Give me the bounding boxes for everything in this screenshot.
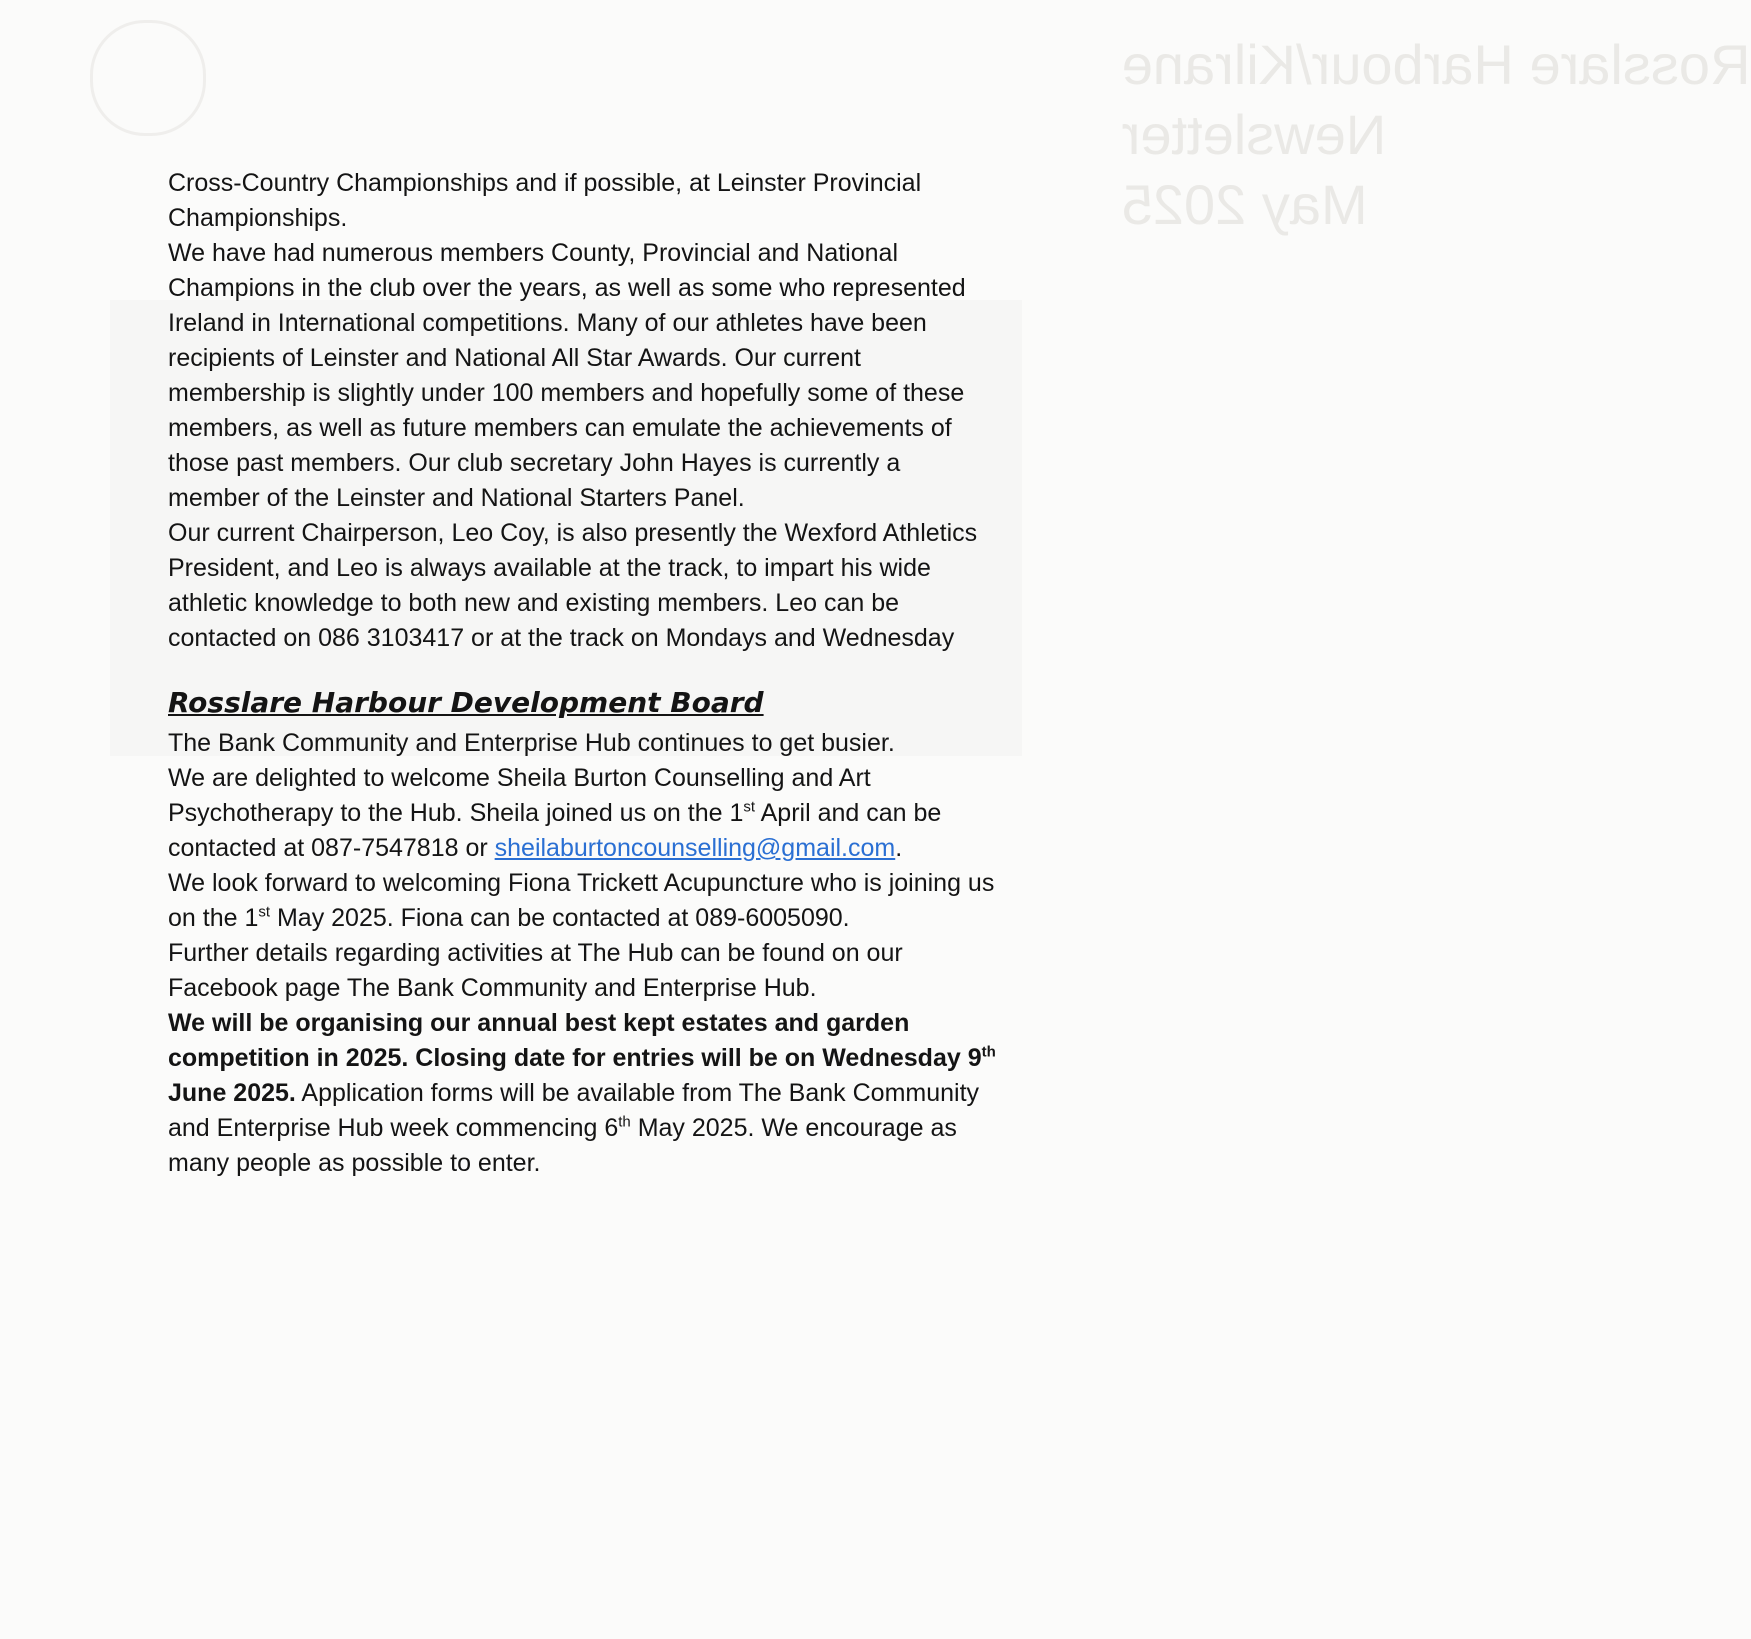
ordinal-suffix: th <box>618 1113 631 1131</box>
ordinal-suffix: st <box>258 903 271 921</box>
club-paragraph-champions: We have had numerous members County, Provincial and National Champions in the club over the years, as well as some who represented Ireland in International competitions. Many of our athletes have been recipients of Leinster and National All Star Awards. Our current membership is slightly under 100 members and hopefully some of these members, as well as future members can emulate the achievements of those past members. Our club secretary John Hayes is currently a member of the Leinster and National Starters Panel. <box>168 239 966 512</box>
competition-bold-1: We will be organising our annual best kept estates and garden competition in 2025. Closing date for entries will be on Wednesday 9 <box>168 1009 982 1072</box>
competition-paragraph <box>168 1006 998 1181</box>
bleed-through-line: May 2025 <box>1122 173 1368 236</box>
section-spacer <box>168 656 998 684</box>
bleed-through-line: Newsletter <box>1122 103 1387 166</box>
sheila-burton-paragraph <box>168 761 998 866</box>
ordinal-suffix: st <box>743 798 756 816</box>
club-paragraph-cross-country: Cross-Country Championships and if possible, at Leinster Provincial Championships. <box>168 169 922 232</box>
competition-bold-2: June 2025. <box>168 1079 296 1107</box>
athletic-club-section <box>168 166 998 656</box>
hub-intro-paragraph: The Bank Community and Enterprise Hub continues to get busier. <box>168 729 895 757</box>
fiona-text-1: We look forward to welcoming Fiona Trickett Acupuncture who is joining us on the 1 <box>168 869 995 932</box>
sheila-text-1: We are delighted to welcome Sheila Burton Counselling and Art Psychotherapy to the Hub. Sheila joined us on the 1 <box>168 764 871 827</box>
bleed-through-logo <box>90 20 206 136</box>
facebook-paragraph: Further details regarding activities at The Hub can be found on our Facebook page The Bank Community and Enterprise Hub. <box>168 939 903 1002</box>
email-link[interactable]: sheilaburtoncounselling@gmail.com <box>494 834 896 862</box>
competition-text-2: May 2025. We encourage as many people as possible to enter. <box>168 1114 957 1177</box>
newsletter-page <box>168 166 998 1181</box>
bleed-through-line: Rosslare Harbour/Kilrane <box>1122 33 1751 96</box>
sheila-text-2: April and can be contacted at 087-7547818 or <box>168 799 942 862</box>
sheila-text-3: . <box>895 834 903 862</box>
competition-text-1: Application forms will be available from The Bank Community and Enterprise Hub week commencing 6 <box>168 1079 980 1142</box>
fiona-text-2: May 2025. Fiona can be contacted at 089-6005090. <box>270 904 850 932</box>
bleed-through-header <box>1122 30 1751 240</box>
development-board-section <box>168 684 998 1181</box>
ordinal-suffix: th <box>981 1043 996 1061</box>
section-heading: Rosslare Harbour Development Board <box>168 686 764 719</box>
club-paragraph-chairperson: Our current Chairperson, Leo Coy, is also presently the Wexford Athletics President, and Leo is always available at the track, to impart his wide athletic knowledge to both new and existing members. Leo can be contacted on 086 3103417 or at the track on Mondays and Wednesday <box>168 519 978 652</box>
fiona-trickett-paragraph <box>168 866 998 936</box>
